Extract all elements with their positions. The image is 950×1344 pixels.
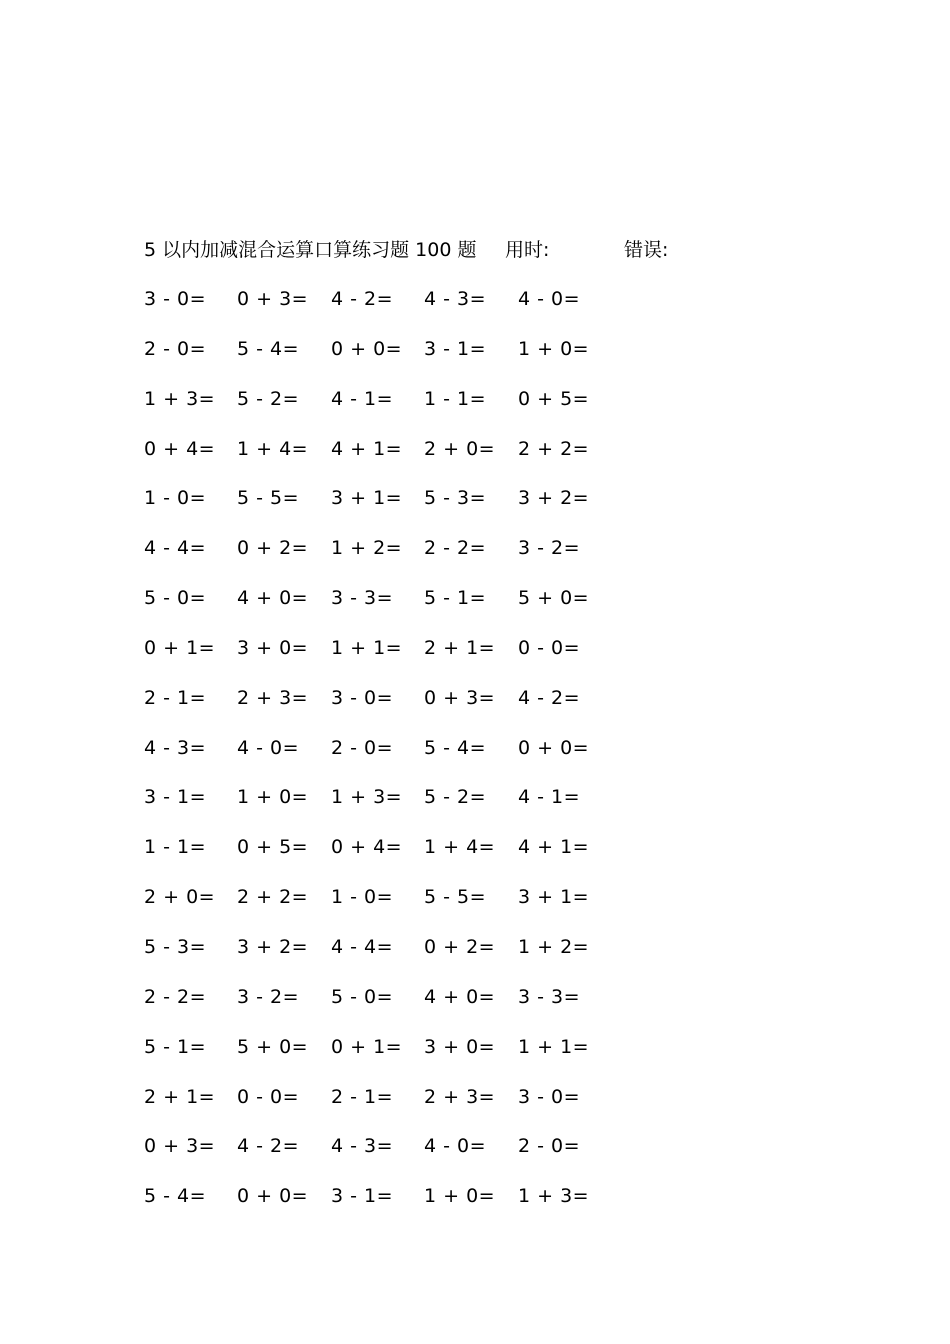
problem-item: 0 + 1= [331, 1035, 403, 1058]
problem-item: 4 - 1= [518, 786, 581, 809]
problem-item: 5 - 2= [237, 387, 300, 410]
problem-item: 1 + 3= [518, 1185, 590, 1208]
problem-item: 3 + 1= [518, 886, 590, 909]
problem-item: 5 - 4= [237, 337, 300, 360]
problem-item: 1 - 1= [144, 836, 207, 859]
problem-item: 0 + 0= [237, 1185, 309, 1208]
problem-item: 1 + 0= [424, 1185, 496, 1208]
problem-item: 3 - 1= [331, 1185, 394, 1208]
problem-item: 0 + 3= [144, 1135, 216, 1158]
problem-row [144, 783, 624, 833]
problem-item: 0 + 2= [424, 935, 496, 958]
problem-item: 1 - 0= [144, 487, 207, 510]
problem-item: 2 - 0= [144, 337, 207, 360]
problem-item: 4 + 1= [331, 437, 403, 460]
problem-item: 4 - 4= [144, 537, 207, 560]
problem-item: 5 - 4= [424, 736, 487, 759]
problem-item: 2 - 2= [424, 537, 487, 560]
problem-item: 2 - 0= [331, 736, 394, 759]
problem-item: 3 + 2= [518, 487, 590, 510]
problem-row [144, 584, 624, 634]
problem-item: 1 + 1= [518, 1035, 590, 1058]
problem-item: 2 + 0= [424, 437, 496, 460]
problem-item: 5 + 0= [237, 1035, 309, 1058]
error-label: 错误: [624, 239, 669, 261]
problem-item: 3 + 1= [331, 487, 403, 510]
problem-item: 5 + 0= [518, 587, 590, 610]
problem-item: 0 + 0= [331, 337, 403, 360]
problem-item: 1 - 0= [331, 886, 394, 909]
problem-item: 4 + 0= [424, 985, 496, 1008]
problem-item: 3 - 2= [237, 985, 300, 1008]
problem-row [144, 1182, 624, 1232]
problem-item: 1 + 0= [237, 786, 309, 809]
problem-item: 3 + 0= [237, 636, 309, 659]
problem-item: 4 - 2= [518, 686, 581, 709]
problem-item: 2 + 0= [144, 886, 216, 909]
problem-item: 3 - 1= [144, 786, 207, 809]
problem-item: 2 + 1= [144, 1085, 216, 1108]
problem-item: 5 - 0= [144, 587, 207, 610]
problem-grid [144, 285, 624, 1232]
problem-item: 5 - 3= [424, 487, 487, 510]
problem-item: 1 + 4= [424, 836, 496, 859]
problem-item: 1 + 3= [331, 786, 403, 809]
problem-item: 2 + 2= [237, 886, 309, 909]
problem-item: 5 - 2= [424, 786, 487, 809]
problem-row [144, 435, 624, 485]
problem-item: 4 - 0= [518, 288, 581, 310]
problem-item: 2 - 1= [144, 686, 207, 709]
problem-item: 5 - 4= [144, 1185, 207, 1208]
problem-item: 2 + 3= [237, 686, 309, 709]
worksheet-header [144, 236, 764, 264]
problem-item: 5 - 5= [237, 487, 300, 510]
problem-item: 2 + 1= [424, 636, 496, 659]
problem-item: 0 + 4= [331, 836, 403, 859]
problem-row [144, 983, 624, 1033]
problem-item: 3 + 2= [237, 935, 309, 958]
problem-item: 5 - 0= [331, 985, 394, 1008]
problem-row [144, 385, 624, 435]
problem-item: 0 + 0= [518, 736, 590, 759]
problem-item: 4 - 2= [237, 1135, 300, 1158]
problem-item: 0 + 5= [237, 836, 309, 859]
time-label: 用时: [505, 239, 550, 261]
problem-row [144, 484, 624, 534]
problem-item: 4 + 1= [518, 836, 590, 859]
problem-row [144, 833, 624, 883]
problem-item: 0 - 0= [518, 636, 581, 659]
problem-item: 4 - 3= [144, 736, 207, 759]
problem-item: 0 + 5= [518, 387, 590, 410]
problem-item: 5 - 1= [424, 587, 487, 610]
problem-item: 2 + 2= [518, 437, 590, 460]
problem-row [144, 883, 624, 933]
problem-item: 3 + 0= [424, 1035, 496, 1058]
problem-row [144, 734, 624, 784]
problem-item: 1 + 2= [331, 537, 403, 560]
problem-item: 2 - 1= [331, 1085, 394, 1108]
problem-item: 0 + 2= [237, 537, 309, 560]
problem-item: 4 + 0= [237, 587, 309, 610]
problem-row [144, 335, 624, 385]
problem-item: 4 - 1= [331, 387, 394, 410]
problem-row [144, 634, 624, 684]
problem-row [144, 684, 624, 734]
problem-item: 0 - 0= [237, 1085, 300, 1108]
problem-item: 5 - 1= [144, 1035, 207, 1058]
worksheet-title: 5 以内加减混合运算口算练习题 100 题 [144, 239, 477, 261]
problem-item: 1 - 1= [424, 387, 487, 410]
problem-item: 2 - 0= [518, 1135, 581, 1158]
problem-item: 4 - 2= [331, 288, 394, 310]
problem-item: 3 - 3= [518, 985, 581, 1008]
problem-item: 1 + 1= [331, 636, 403, 659]
problem-row [144, 1033, 624, 1083]
problem-row [144, 534, 624, 584]
problem-item: 3 - 0= [144, 288, 207, 310]
problem-item: 2 + 3= [424, 1085, 496, 1108]
problem-item: 4 - 4= [331, 935, 394, 958]
problem-item: 3 - 3= [331, 587, 394, 610]
problem-item: 3 - 0= [331, 686, 394, 709]
problem-item: 1 + 3= [144, 387, 216, 410]
problem-item: 0 + 3= [237, 288, 309, 310]
problem-row [144, 1132, 624, 1182]
problem-item: 3 - 1= [424, 337, 487, 360]
problem-row [144, 285, 624, 335]
problem-item: 1 + 2= [518, 935, 590, 958]
problem-item: 4 - 0= [237, 736, 300, 759]
problem-item: 4 - 3= [331, 1135, 394, 1158]
problem-item: 0 + 4= [144, 437, 216, 460]
problem-item: 0 + 3= [424, 686, 496, 709]
problem-item: 3 - 0= [518, 1085, 581, 1108]
problem-item: 4 - 3= [424, 288, 487, 310]
problem-item: 1 + 0= [518, 337, 590, 360]
problem-item: 0 + 1= [144, 636, 216, 659]
problem-item: 3 - 2= [518, 537, 581, 560]
problem-item: 5 - 5= [424, 886, 487, 909]
problem-item: 2 - 2= [144, 985, 207, 1008]
problem-item: 4 - 0= [424, 1135, 487, 1158]
problem-row [144, 1083, 624, 1133]
problem-item: 1 + 4= [237, 437, 309, 460]
problem-item: 5 - 3= [144, 935, 207, 958]
problem-row [144, 933, 624, 983]
